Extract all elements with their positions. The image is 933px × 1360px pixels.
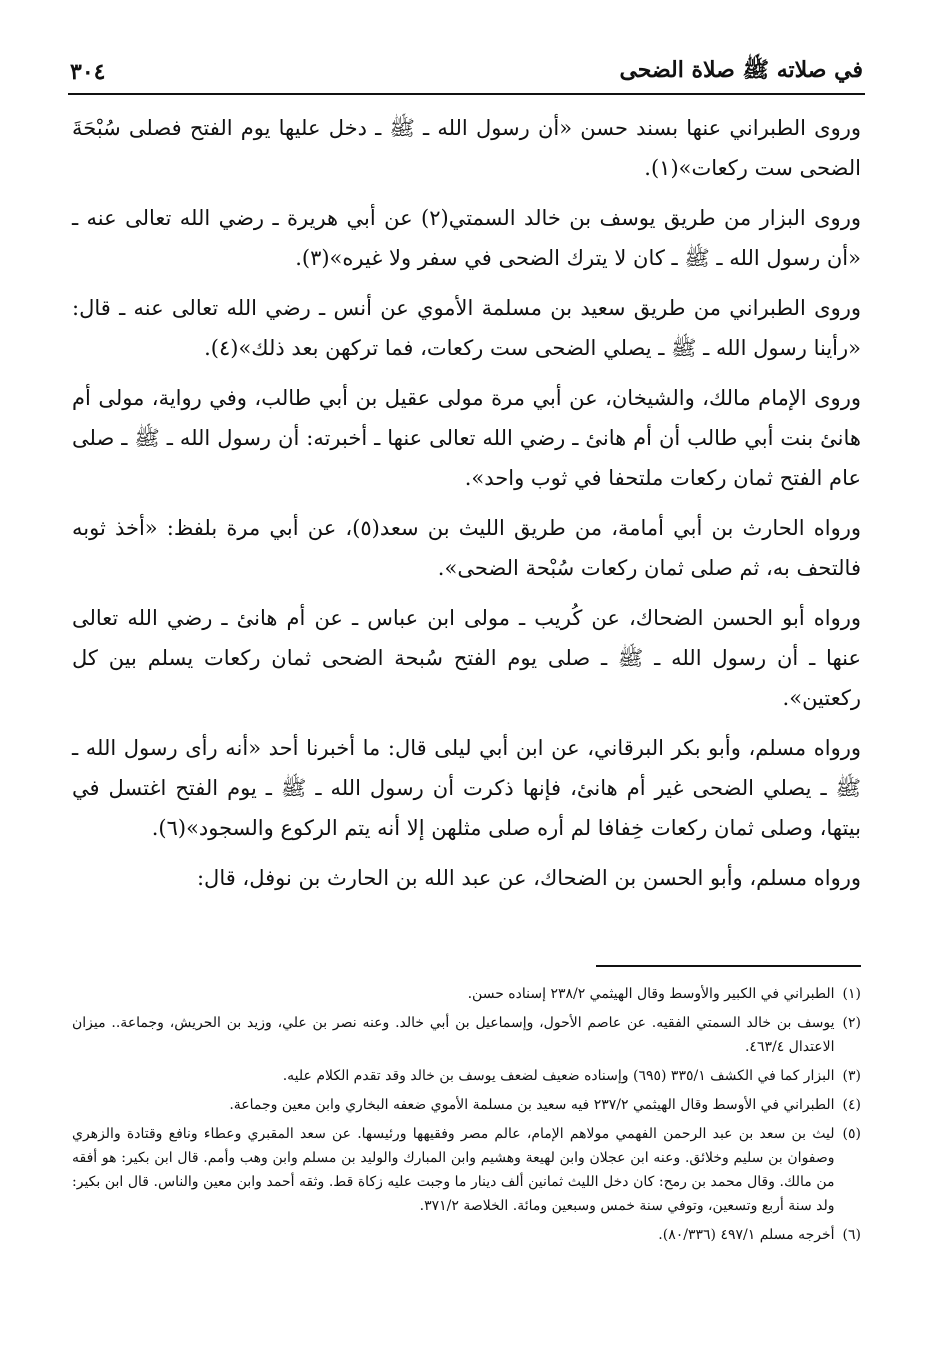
header-divider (68, 93, 865, 95)
footnote-6 (72, 1223, 861, 1247)
running-title: في صلاته ﷺ صلاة الضحى (619, 57, 863, 83)
footnote-number: (١) (842, 986, 861, 1002)
footnote-divider (596, 965, 861, 967)
footnote-text: البزار كما في الكشف ٣٣٥/١ (٦٩٥) وإسناده ضعيف لضعف يوسف بن خالد وقد تقدم الكلام عليه. (282, 1068, 835, 1084)
footnote-text: أخرجه مسلم ٤٩٧/١ (٨٠/٣٣٦). (658, 1227, 835, 1243)
paragraph-4: وروى الإمام مالك، والشيخان، عن أبي مرة مولى عقيل بن أبي طالب، وفي رواية، مولى أم هانئ بنت أبي طالب أن أم هانئ ـ رضي الله تعالى عنها ـ أخبرته: أن رسول الله ـ ﷺ ـ صلى عام الفتح ثمان ركعات ملتحفا في ثوب واحد». (72, 386, 861, 490)
page-header (70, 52, 863, 92)
footnote-number: (٦) (842, 1227, 861, 1243)
footnote-text: ليث بن سعد بن عبد الرحمن الفهمي مولاهم الإمام، عالم مصر وفقيهها ورئيسها. عن سعد المقبري وعطاء ونافع وقتادة والزهري وصفوان بن سليم وخلائق. وعنه ابن عجلان وابن لهيعة وهشيم وابن المبارك والوليد بن مسلم وابن وهب وأمم. قال ابن بكير: هو أفقه من مالك. وقال محمد بن رمح: كان دخل الليث ثمانين ألف دينار ما وجبت عليه زكاة قط. وثقه أحمد وابن معين والناس. قال ابن بكير: ولد سنة أربع وتسعين، وتوفي سنة خمس وسبعين ومائة. الخلاصة ٣٧١/٢. (72, 1126, 835, 1214)
page-number: ٣٠٤ (70, 59, 106, 85)
footnote-2 (72, 1011, 861, 1059)
main-text (72, 108, 861, 908)
footnote-1 (72, 982, 861, 1006)
footnote-5 (72, 1122, 861, 1218)
paragraph-2: وروى البزار من طريق يوسف بن خالد السمتي(٢) عن أبي هريرة ـ رضي الله تعالى عنه ـ «أن رسول الله ـ ﷺ ـ كان لا يترك الضحى في سفر ولا غيره»(٣). (72, 206, 861, 270)
paragraph-8: ورواه مسلم، وأبو الحسن بن الضحاك، عن عبد الله بن الحارث بن نوفل، قال: (196, 866, 861, 890)
paragraph-1: وروى الطبراني عنها بسند حسن «أن رسول الله ـ ﷺ ـ دخل عليها يوم الفتح فصلى سُبْحَةَ الضحى ست ركعات»(١). (72, 116, 861, 180)
paragraph-5: ورواه الحارث بن أبي أمامة، من طريق الليث بن سعد(٥)، عن أبي مرة بلفظ: «أخذ ثوبه فالتحف به، ثم صلى ثمان ركعات سُبْحة الضحى». (72, 516, 861, 580)
footnote-text: الطبراني في الأوسط وقال الهيثمي ٢٣٧/٢ فيه سعيد بن مسلمة الأموي ضعفه البخاري وابن معين وجماعة. (229, 1097, 835, 1113)
footnote-number: (٢) (842, 1015, 861, 1031)
paragraph-6: ورواه أبو الحسن الضحاك، عن كُريب ـ مولى ابن عباس ـ عن أم هانئ ـ رضي الله تعالى عنها ـ أن رسول الله ـ ﷺ ـ صلى يوم الفتح سُبحة الضحى ثمان ركعات يسلم بين كل ركعتين». (72, 606, 861, 710)
footnote-number: (٣) (842, 1068, 861, 1084)
footnote-4 (72, 1093, 861, 1117)
footnote-number: (٤) (842, 1097, 861, 1113)
footnote-3 (72, 1064, 861, 1088)
footnote-number: (٥) (842, 1126, 861, 1142)
paragraph-3: وروى الطبراني من طريق سعيد بن مسلمة الأموي عن أنس ـ رضي الله تعالى عنه ـ قال: «رأينا رسول الله ـ ﷺ ـ يصلي الضحى ست ركعات، فما تركهن بعد ذلك»(٤). (72, 296, 861, 360)
footnotes (72, 982, 861, 1252)
paragraph-7: ورواه مسلم، وأبو بكر البرقاني، عن ابن أبي ليلى قال: ما أخبرنا أحد «أنه رأى رسول الله ـ ﷺ ـ يصلي الضحى غير أم هانئ، فإنها ذكرت أن رسول الله ـ ﷺ ـ يوم الفتح اغتسل في بيتها، وصلى ثمان ركعات خِفافا لم أره صلى مثلهن إلا أنه يتم الركوع والسجود»(٦). (72, 736, 861, 840)
footnote-text: الطبراني في الكبير والأوسط وقال الهيثمي ٢٣٨/٢ إسناده حسن. (467, 986, 835, 1002)
footnote-text: يوسف بن خالد السمتي الفقيه. عن عاصم الأحول، وإسماعيل بن أبي خالد. وعنه نصر بن علي، وزيد بن الحريش، وجماعة.. ميزان الاعتدال ٤٦٣/٤. (72, 1015, 835, 1055)
